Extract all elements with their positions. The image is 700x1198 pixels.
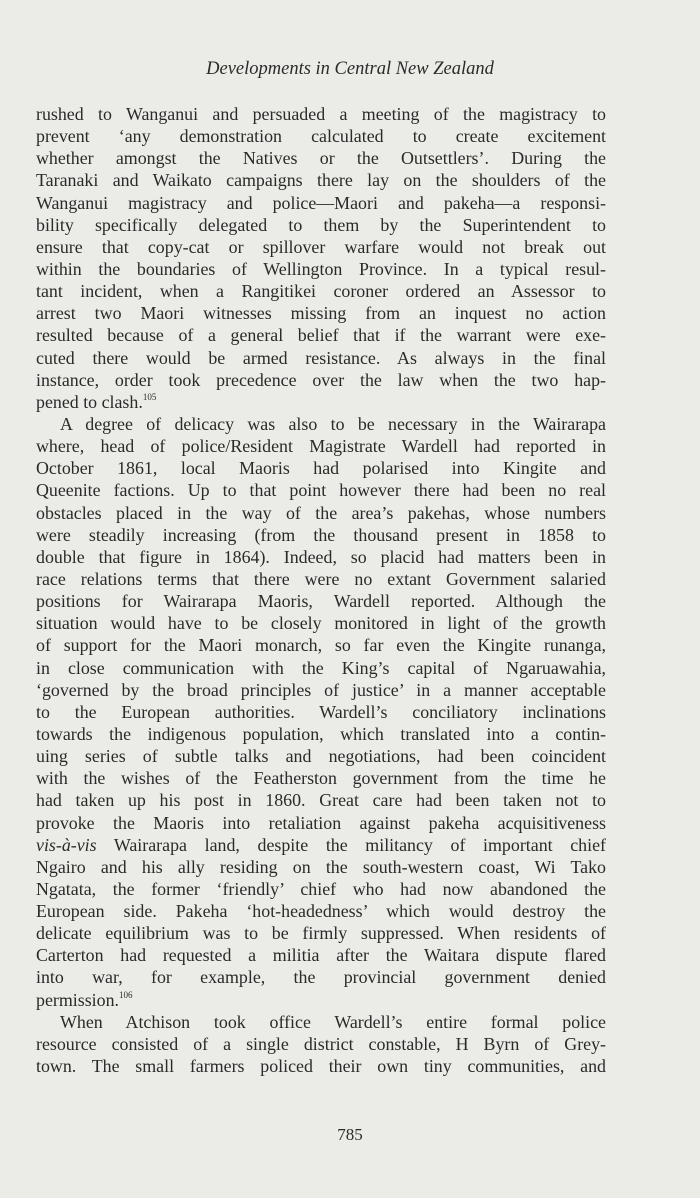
text-line: Ngatata, the former ‘friendly’ chief who had now abandoned the bbox=[36, 878, 606, 899]
text-line-content: Wairarapa land, despite the militancy of important chief bbox=[96, 834, 606, 855]
text-line: bility specifically delegated to them by the Superintendent to bbox=[36, 214, 606, 235]
text-line: Taranaki and Waikato campaigns there lay on the shoulders of the bbox=[36, 170, 606, 191]
text-line: resulted because of a general belief that if the warrant were exe- bbox=[36, 325, 606, 346]
footnote-ref-105[interactable]: 105 bbox=[142, 391, 157, 402]
text-line: uing series of subtle talks and negotiations, had been coincident bbox=[36, 746, 606, 767]
italic-phrase: vis-à-vis bbox=[36, 834, 97, 855]
text-line: provoke the Maoris into retaliation against pakeha acquisitiveness bbox=[36, 812, 606, 833]
text-line bbox=[36, 989, 606, 1011]
text-line: were steadily increasing (from the thousand present in 1858 to bbox=[36, 524, 606, 545]
text-line: had taken up his post in 1860. Great care had been taken not to bbox=[36, 790, 606, 811]
text-line: ‘governed by the broad principles of justice’ in a manner acceptable bbox=[36, 679, 606, 700]
text-line: within the boundaries of Wellington Province. In a typical resul- bbox=[36, 258, 606, 279]
text-line: Carterton had requested a militia after the Waitara dispute flared bbox=[36, 945, 606, 966]
text-line: When Atchison took office Wardell’s entire formal police bbox=[60, 1011, 606, 1032]
text-line: positions for Wairarapa Maoris, Wardell reported. Although the bbox=[36, 591, 606, 612]
text-line: into war, for example, the provincial government denied bbox=[36, 967, 606, 988]
text-line: European side. Pakeha ‘hot-headedness’ which would destroy the bbox=[36, 901, 606, 922]
text-line: cuted there would be armed resistance. As always in the final bbox=[36, 347, 606, 368]
text-line: of support for the Maori monarch, so far even the Kingite runanga, bbox=[36, 635, 606, 656]
text-line: resource consisted of a single district constable, H Byrn of Grey- bbox=[36, 1033, 606, 1054]
text-line bbox=[36, 391, 606, 413]
text-line: double that figure in 1864). Indeed, so placid had matters been in bbox=[36, 546, 606, 567]
text-line: A degree of delicacy was also to be necessary in the Wairarapa bbox=[60, 413, 606, 434]
text-line: Queenite factions. Up to that point however there had been no real bbox=[36, 480, 606, 501]
text-line: ensure that copy-cat or spillover warfare would not break out bbox=[36, 236, 606, 257]
text-line: town. The small farmers policed their own tiny communities, and bbox=[36, 1056, 606, 1077]
text-line: rushed to Wanganui and persuaded a meeting of the magistracy to bbox=[36, 104, 606, 124]
text-line: where, head of police/Resident Magistrate Wardell had reported in bbox=[36, 436, 606, 457]
text-line: Ngairo and his ally residing on the south-western coast, Wi Tako bbox=[36, 856, 606, 877]
text-line: prevent ‘any demonstration calculated to create excitement bbox=[36, 126, 606, 147]
text-line bbox=[36, 834, 606, 856]
text-line: arrest two Maori witnesses missing from an inquest no action bbox=[36, 303, 606, 324]
text-line: instance, order took precedence over the law when the two hap- bbox=[36, 369, 606, 390]
text-line: situation would have to be closely monitored in light of the growth bbox=[36, 613, 606, 634]
text-line: in close communication with the King’s capital of Ngaruawahia, bbox=[36, 657, 606, 678]
body-text bbox=[36, 103, 606, 1077]
page-number: 785 bbox=[337, 1125, 363, 1144]
text-line: obstacles placed in the way of the area’s pakehas, whose numbers bbox=[36, 502, 606, 523]
text-line: race relations terms that there were no extant Government salaried bbox=[36, 568, 606, 589]
text-line-content: permission. bbox=[36, 989, 119, 1010]
text-line: towards the indigenous population, which translated into a contin- bbox=[36, 723, 606, 744]
footnote-ref-106[interactable]: 106 bbox=[119, 989, 133, 1000]
text-line: tant incident, when a Rangitikei coroner ordered an Assessor to bbox=[36, 281, 606, 302]
running-head: Developments in Central New Zealand bbox=[206, 59, 494, 79]
text-line: delicate equilibrium was to be firmly suppressed. When residents of bbox=[36, 923, 606, 944]
text-line: October 1861, local Maoris had polarised into Kingite and bbox=[36, 458, 606, 479]
text-line: Wanganui magistracy and police—Maori and pakeha—a responsi- bbox=[36, 192, 606, 213]
text-line-content: pened to clash. bbox=[36, 391, 143, 412]
text-line: whether amongst the Natives or the Outsettlers’. During the bbox=[36, 148, 606, 169]
text-line: to the European authorities. Wardell’s conciliatory inclinations bbox=[36, 701, 606, 722]
text-line: with the wishes of the Featherston government from the time he bbox=[36, 768, 606, 789]
